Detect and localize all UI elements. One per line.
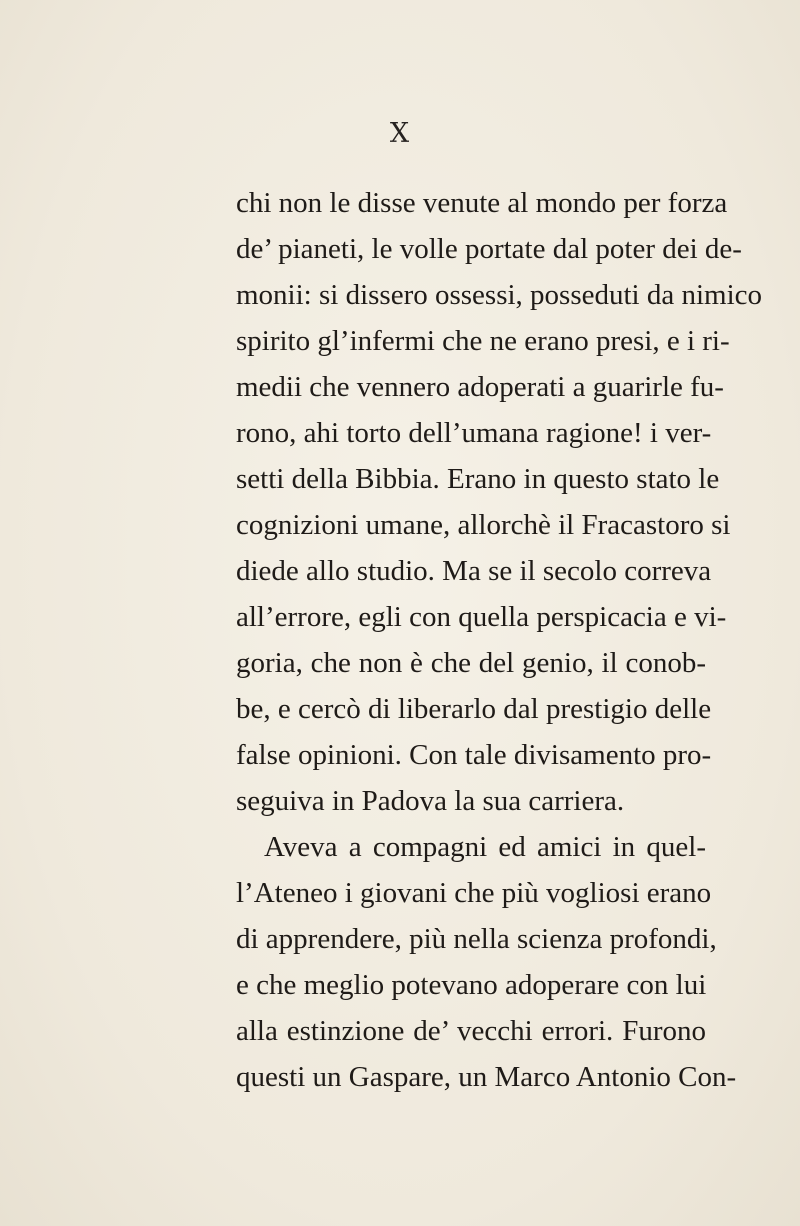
text-line: spirito gl’infermi che ne erano presi, e i ri- bbox=[236, 325, 730, 357]
text-line: chi non le disse venute al mondo per forza bbox=[236, 187, 728, 219]
text-line: cognizioni umane, allorchè il Fracastoro si bbox=[236, 509, 731, 541]
text-line: all’errore, egli con quella perspicacia e vi- bbox=[236, 601, 727, 633]
body-text bbox=[236, 180, 763, 1100]
text-line: questi un Gaspare, un Marco Antonio Con- bbox=[236, 1061, 737, 1093]
text-line: l’Ateneo i giovani che più vogliosi erano bbox=[236, 877, 712, 909]
text-line: medii che vennero adoperati a guarirle fu- bbox=[236, 371, 724, 403]
text-line: diede allo studio. Ma se il secolo correva bbox=[236, 555, 712, 587]
text-line-paragraph-start: Aveva a compagni ed amici in quel- bbox=[264, 831, 706, 863]
text-line: e che meglio potevano adoperare con lui bbox=[236, 969, 707, 1001]
text-line-paragraph-end: seguiva in Padova la sua carriera. bbox=[236, 785, 625, 817]
text-line: monii: si dissero ossessi, posseduti da nimico bbox=[236, 279, 763, 311]
text-line: goria, che non è che del genio, il conob- bbox=[236, 647, 706, 679]
text-line: rono, ahi torto dell’umana ragione! i ver- bbox=[236, 417, 712, 449]
text-line: alla estinzione de’ vecchi errori. Furono bbox=[236, 1015, 706, 1047]
text-line: di apprendere, più nella scienza profondi, bbox=[236, 923, 717, 955]
page-number: X bbox=[389, 118, 411, 149]
text-line: false opinioni. Con tale divisamento pro- bbox=[236, 739, 712, 771]
text-line: setti della Bibbia. Erano in questo stato le bbox=[236, 463, 720, 495]
text-line: de’ pianeti, le volle portate dal poter dei de- bbox=[236, 233, 742, 265]
text-line: be, e cercò di liberarlo dal prestigio delle bbox=[236, 693, 712, 725]
